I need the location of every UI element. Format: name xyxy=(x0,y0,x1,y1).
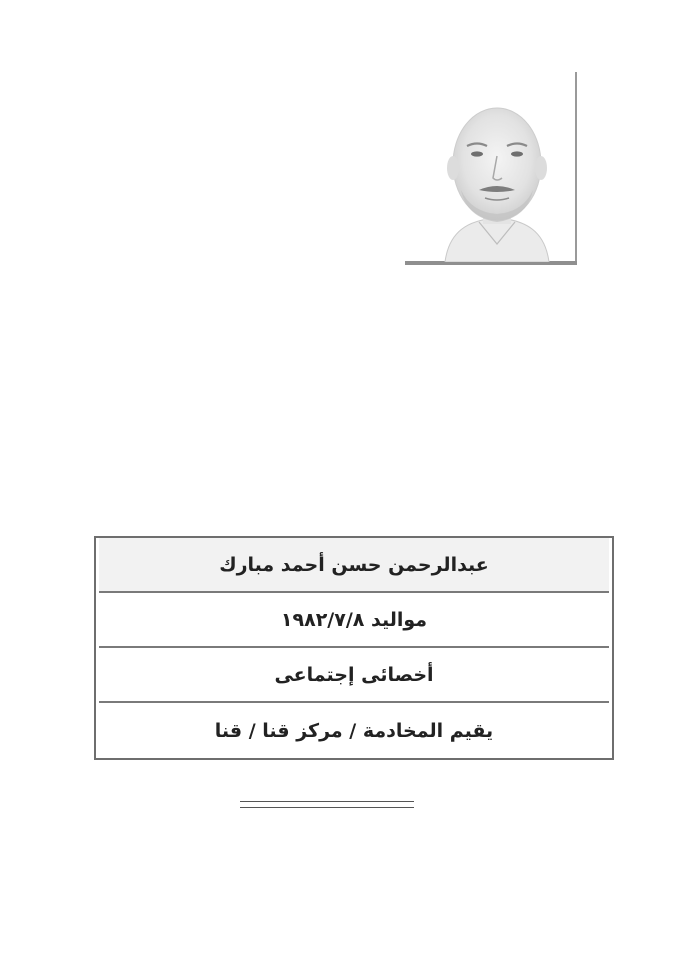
portrait-photo-frame xyxy=(405,72,577,265)
name-text: عبدالرحمن حسن أحمد مبارك xyxy=(219,553,489,576)
divider-line-top xyxy=(240,801,414,802)
divider-line-bottom xyxy=(240,807,414,808)
residence-row xyxy=(99,703,609,758)
residence-text: يقيم المخادمة / مركز قنا / قنا xyxy=(214,719,494,742)
occupation-text: أخصائى إجتماعى xyxy=(274,663,434,686)
name-row xyxy=(99,538,609,593)
birth-row xyxy=(99,593,609,648)
profile-info-table xyxy=(94,536,614,760)
occupation-row xyxy=(99,648,609,703)
photo-frame-edge-right xyxy=(575,72,577,265)
portrait-photo xyxy=(427,94,567,262)
birth-text: مواليد ١٩٨٢/٧/٨ xyxy=(280,608,428,631)
